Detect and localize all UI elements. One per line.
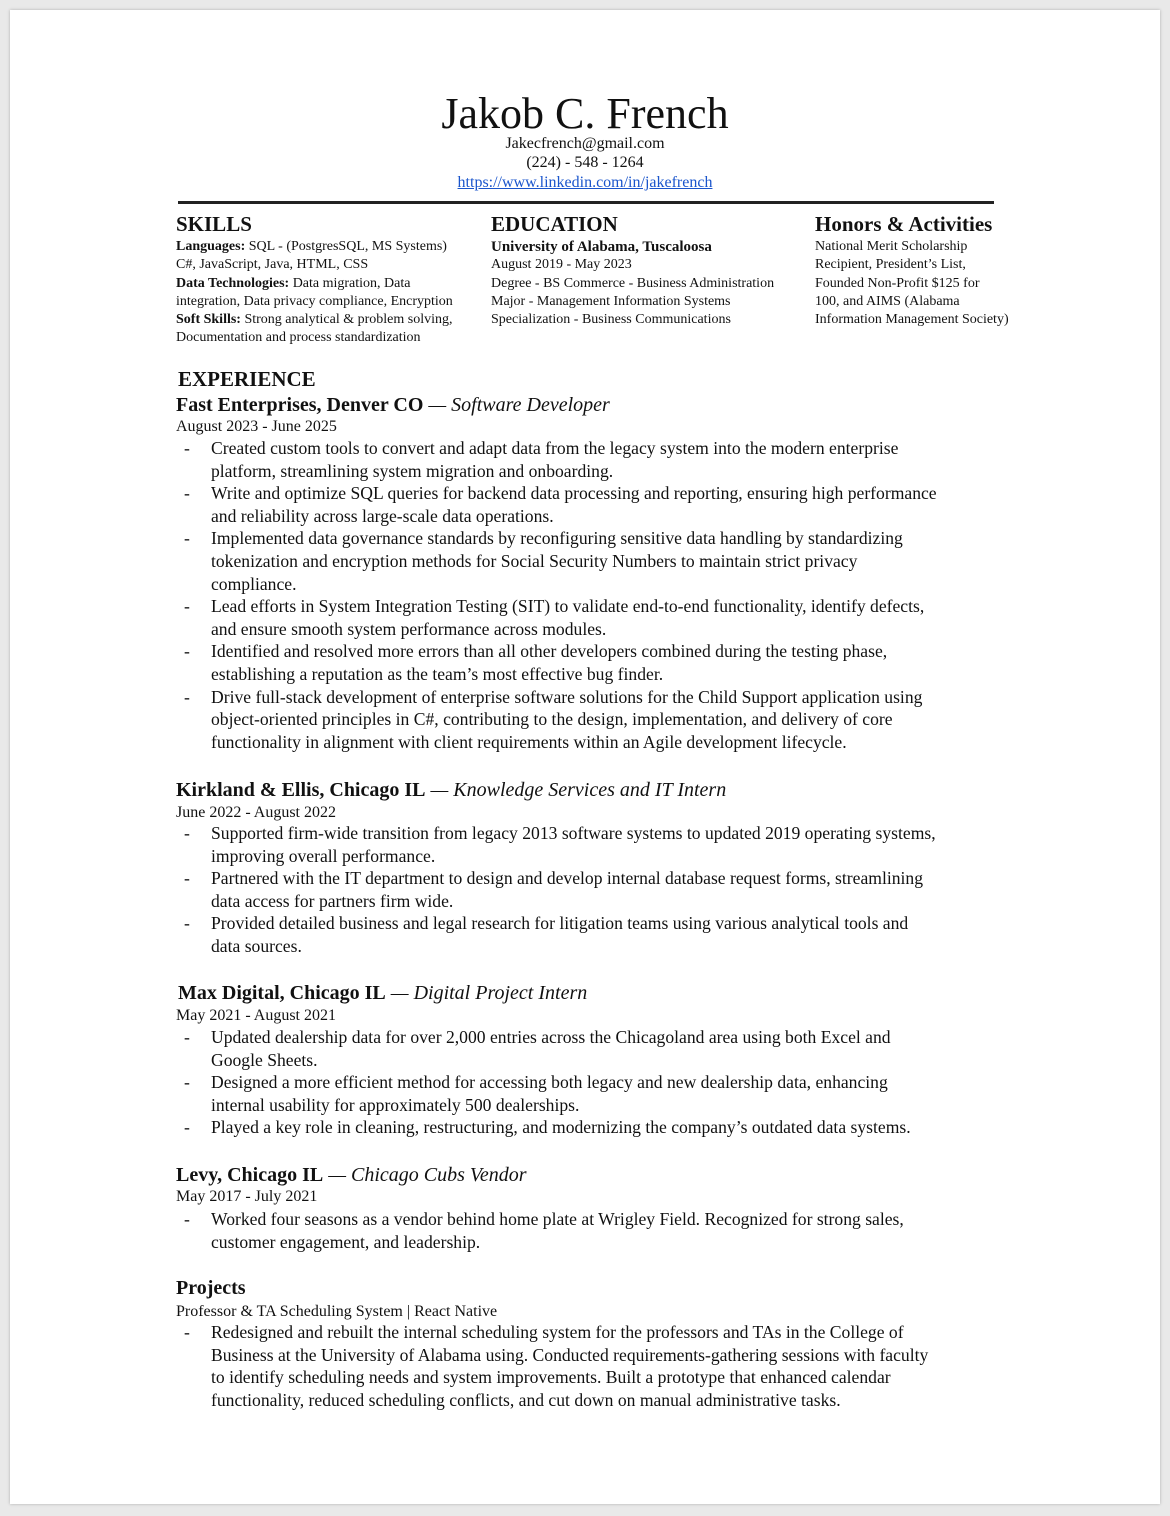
resume-page xyxy=(10,10,1160,1504)
company: Kirkland & Ellis, Chicago IL xyxy=(176,779,426,801)
bullet-line: and ensure smooth system performance across modules. xyxy=(211,618,607,639)
bullet-line: functionality, reduced scheduling conflicts, and cut down on manual administrative tasks. xyxy=(211,1389,841,1410)
bullet-item: - Worked four seasons as a vendor behind home plate at Wrigley Field. Recognized for strong sales, customer engagement, and leadership. xyxy=(184,1209,904,1252)
bullet-line: tokenization and encryption methods for Social Security Numbers to maintain strict privacy xyxy=(211,550,858,571)
bullet-item: - Write and optimize SQL queries for backend data processing and reporting, ensuring high performance and reliability across large-scale data operations. xyxy=(184,483,937,526)
honors-line: 100, and AIMS (Alabama xyxy=(815,293,960,309)
skills-heading: SKILLS xyxy=(176,212,252,236)
bullet-line: Drive full-stack development of enterprise software solutions for the Child Support application using xyxy=(211,686,923,707)
bullet-line: Updated dealership data for over 2,000 entries across the Chicagoland area using both Excel and xyxy=(211,1027,891,1047)
job-dates: May 2017 - July 2021 xyxy=(176,1188,318,1205)
linkedin-link[interactable]: https://www.linkedin.com/in/jakefrench xyxy=(457,174,713,191)
soft-skills-label: Soft Skills: xyxy=(176,312,241,328)
datatech-text-2: integration, Data privacy compliance, Encryption xyxy=(176,293,453,309)
job-dates: August 2023 - June 2025 xyxy=(176,418,337,435)
bullet-line: Designed a more efficient method for accessing both legacy and new dealership data, enhancing xyxy=(211,1072,888,1093)
bullet-item: - Drive full-stack development of enterprise software solutions for the Child Support application using object-oriented principles in C#, contributing to the design, implementation, and delivery of core functionality in alignment with client requirements within an Agile development lifecycle. xyxy=(176,686,937,754)
languages-text: SQL - (PostgresSQL, MS Systems) xyxy=(245,239,447,254)
bullet-item: - Designed a more efficient method for accessing both legacy and new dealership data, enhancing internal usability for approximately 500 dealerships. xyxy=(176,1071,911,1116)
job-role xyxy=(176,1163,527,1187)
honors-line: Information Management Society) xyxy=(815,312,1009,328)
honors-block xyxy=(815,238,1009,329)
bullet-item: - Played a key role in cleaning, restructuring, and modernizing the company’s outdated data systems. xyxy=(184,1117,911,1138)
bullet-line: Write and optimize SQL queries for backend data processing and reporting, ensuring high performance xyxy=(211,483,937,504)
job-title: — Digital Project Intern xyxy=(385,982,588,1004)
datatech-text: Data migration, Data xyxy=(289,275,411,291)
job-title: — Software Developer xyxy=(423,394,610,416)
degree: Degree - BS Commerce - Business Administration xyxy=(491,275,775,291)
bullet-line: Provided detailed business and legal research for litigation teams using various analytical tools and xyxy=(211,913,909,934)
job-bullets xyxy=(176,822,936,958)
bullet-line: platform, streamlining system migration and onboarding. xyxy=(211,460,614,481)
project-bullets xyxy=(176,1321,928,1411)
major: Major - Management Information Systems xyxy=(491,293,731,309)
bullet-line: Lead efforts in System Integration Testing (SIT) to validate end-to-end functionality, identify defects, xyxy=(211,596,925,617)
school-name: University of Alabama, Tuscaloosa xyxy=(491,239,712,255)
bullet-item: - Partnered with the IT department to design and develop internal database request forms, streamlining data access for partners firm wide. xyxy=(176,867,936,912)
soft-skills-text: Strong analytical & problem solving, xyxy=(240,312,453,328)
education-heading: EDUCATION xyxy=(491,212,618,236)
bullet-item: - Lead efforts in System Integration Testing (SIT) to validate end-to-end functionality, identify defects, and ensure smooth system performance across modules. xyxy=(176,595,937,640)
job-bullets xyxy=(176,1208,904,1253)
bullet-item: - Created custom tools to convert and adapt data from the legacy system into the modern enterprise platform, streamlining system migration and onboarding. xyxy=(176,437,937,482)
projects-heading: Projects xyxy=(176,1277,246,1299)
company: Fast Enterprises, Denver CO xyxy=(176,394,424,416)
bullet-line: compliance. xyxy=(211,573,297,594)
honors-line: Founded Non-Profit $125 for xyxy=(815,275,980,291)
bullet-line: Worked four seasons as a vendor behind home plate at Wrigley Field. Recognized for strong sales, xyxy=(211,1209,904,1229)
bullet-line: Partnered with the IT department to design and develop internal database request forms, streamlining xyxy=(211,868,924,889)
languages-label: Languages: xyxy=(176,239,246,254)
bullet-line: improving overall performance. xyxy=(211,845,436,866)
bullet-line: Implemented data governance standards by reconfiguring sensitive data handling by standardizing xyxy=(211,528,903,549)
bullet-line: customer engagement, and leadership. xyxy=(211,1231,481,1252)
candidate-name: Jakob C. French xyxy=(441,89,729,138)
soft-skills-text-2: Documentation and process standardization xyxy=(176,330,421,346)
project-subtitle: Professor & TA Scheduling System | React Native xyxy=(176,1303,498,1320)
bullet-item: - Redesigned and rebuilt the internal scheduling system for the professors and TAs in the College of Business at the University of Alabama using. Conducted requirements-gathering sessions with faculty to identify scheduling needs and system improvements. Built a prototype that enhanced calendar functionality, reduced scheduling conflicts, and cut down on manual administrative tasks. xyxy=(184,1322,929,1410)
bullet-item: - Identified and resolved more errors than all other developers combined during the testing phase, establishing a reputation as the team’s most effective bug finder. xyxy=(176,640,937,685)
honors-line: Recipient, President’s List, xyxy=(815,257,966,273)
honors-line: National Merit Scholarship xyxy=(815,239,968,254)
company: Levy, Chicago IL xyxy=(176,1164,324,1186)
job-bullets xyxy=(176,437,937,753)
bullet-line: Business at the University of Alabama using. Conducted requirements-gathering sessions with faculty xyxy=(211,1344,929,1365)
job-dates: June 2022 - August 2022 xyxy=(176,804,336,821)
bullet-item: - Provided detailed business and legal research for litigation teams using various analytical tools and data sources. xyxy=(176,912,936,957)
bullet-line: to identify scheduling needs and system improvements. Built a prototype that enhanced calendar xyxy=(211,1367,891,1388)
bullet-line: Supported firm-wide transition from legacy 2013 software systems to updated 2019 operating systems, xyxy=(211,823,936,843)
bullet-line: data sources. xyxy=(211,935,302,956)
job-role xyxy=(178,981,587,1005)
bullet-item: - Implemented data governance standards by reconfiguring sensitive data handling by standardizing tokenization and encryption methods for Social Security Numbers to maintain strict privacy compliance. xyxy=(176,527,937,595)
bullet-line: object-oriented principles in C#, contributing to the design, implementation, and delivery of core xyxy=(211,709,893,730)
honors-heading: Honors & Activities xyxy=(815,212,993,236)
bullet-line: Created custom tools to convert and adapt data from the legacy system into the modern enterprise xyxy=(211,438,899,458)
bullet-line: establishing a reputation as the team’s most effective bug finder. xyxy=(211,663,664,684)
bullet-line: data access for partners firm wide. xyxy=(211,890,454,911)
bullet-item: - Updated dealership data for over 2,000 entries across the Chicagoland area using both Excel and Google Sheets. xyxy=(176,1026,911,1071)
bullet-item: - Supported firm-wide transition from legacy 2013 software systems to updated 2019 operating systems, improving overall performance. xyxy=(184,823,936,866)
job-bullets xyxy=(176,1026,911,1139)
education-block xyxy=(491,238,774,329)
experience-heading: EXPERIENCE xyxy=(178,367,316,391)
skills-block xyxy=(176,238,453,348)
phone: (224) - 548 - 1264 xyxy=(526,154,644,171)
education-dates: August 2019 - May 2023 xyxy=(491,257,632,273)
job-title: — Knowledge Services and IT Intern xyxy=(425,779,727,801)
bullet-line: Google Sheets. xyxy=(211,1049,318,1070)
bullet-line: Played a key role in cleaning, restructuring, and modernizing the company’s outdated data systems. xyxy=(211,1117,911,1138)
job-title: — Chicago Cubs Vendor xyxy=(323,1164,527,1186)
specialization: Specialization - Business Communications xyxy=(491,312,731,328)
languages-text-2: C#, JavaScript, Java, HTML, CSS xyxy=(176,257,369,273)
bullet-line: functionality in alignment with client requirements within an Agile development lifecycle. xyxy=(211,731,847,752)
job-role xyxy=(176,393,610,417)
email: Jakecfrench@gmail.com xyxy=(505,135,665,152)
header-divider xyxy=(178,201,994,204)
datatech-label: Data Technologies: xyxy=(176,275,290,291)
job-dates: May 2021 - August 2021 xyxy=(176,1007,336,1024)
bullet-line: Identified and resolved more errors than all other developers combined during the testing phase, xyxy=(211,641,888,662)
bullet-line: and reliability across large-scale data operations. xyxy=(211,505,554,526)
bullet-line: Redesigned and rebuilt the internal scheduling system for the professors and TAs in the College of xyxy=(211,1322,904,1342)
bullet-line: internal usability for approximately 500 dealerships. xyxy=(211,1094,580,1115)
company: Max Digital, Chicago IL xyxy=(178,982,386,1004)
job-role xyxy=(176,778,726,802)
